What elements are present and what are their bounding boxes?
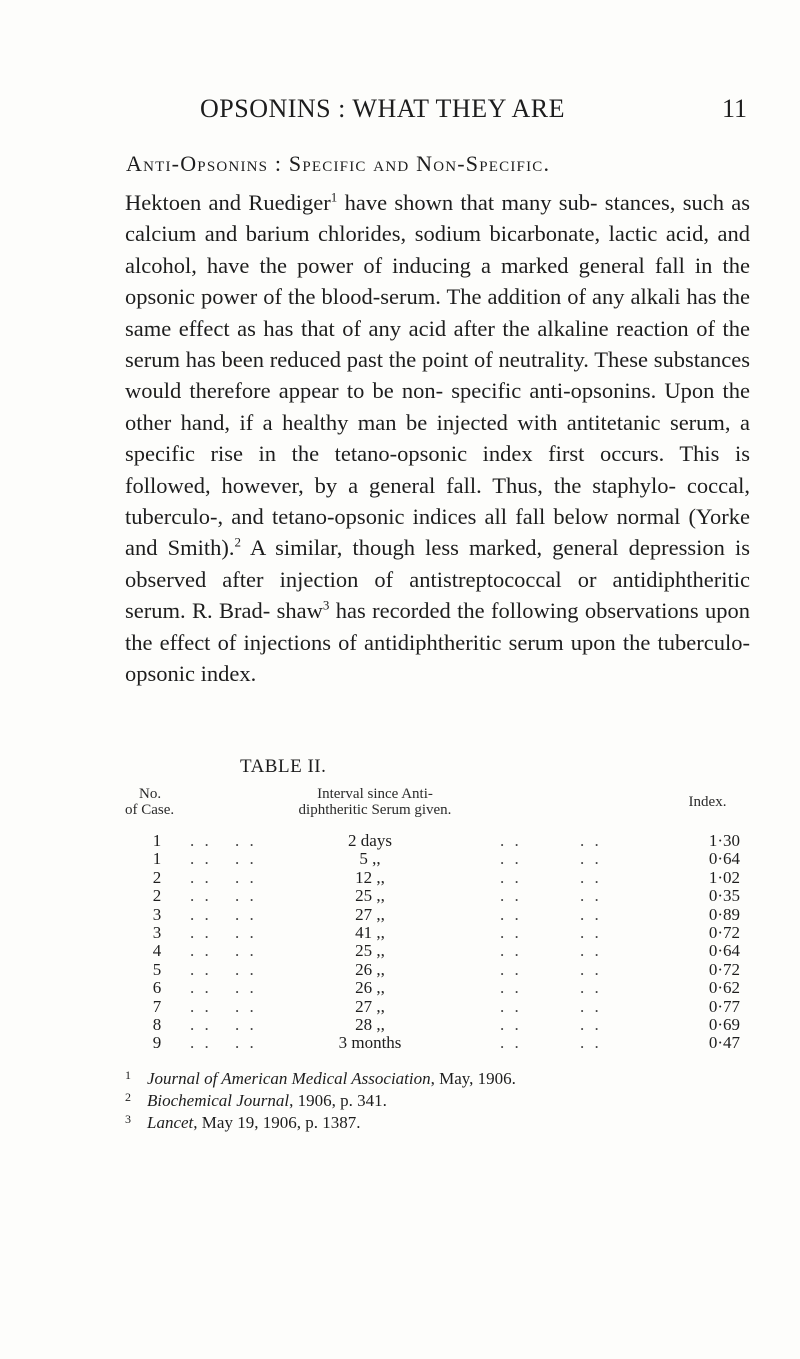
page-number: 11 — [722, 94, 748, 123]
cell-index: 0·62 — [708, 978, 740, 998]
header-line: of Case. — [125, 802, 175, 818]
table-row: 4 . . . . 25 ,, . . . . 0·64 — [125, 942, 750, 960]
cell-index: 0·72 — [708, 959, 740, 979]
cell-index: 0·69 — [708, 1014, 740, 1034]
cell-interval: 2 days — [348, 831, 392, 850]
footnote-mark: 1 — [125, 1068, 131, 1082]
cell-interval: 27 ,, — [355, 904, 385, 924]
cell-index: 1·02 — [708, 867, 740, 887]
footnote-source: Biochemical Journal — [147, 1091, 290, 1110]
running-header — [0, 94, 800, 130]
footnote-mark: 3 — [125, 1112, 131, 1126]
cell-interval: 25 ,, — [355, 886, 385, 906]
table-row: 3 . . . . 41 ,, . . . . 0·72 — [125, 924, 750, 942]
table-row: 5 . . . . 26 ,, . . . . 0·72 — [125, 961, 750, 979]
cell-index: 0·64 — [708, 849, 740, 869]
cell-index: 1·30 — [708, 831, 740, 850]
footnote — [125, 1090, 765, 1112]
column-header-case — [125, 786, 195, 818]
footnote-ref: 3 — [322, 597, 330, 613]
footnote-mark: 2 — [125, 1090, 131, 1104]
header-line: Interval since Anti- — [317, 786, 433, 802]
footnote-source: Journal of American Medical Association — [147, 1069, 431, 1088]
cell-index: 0·35 — [708, 886, 740, 906]
running-title: OPSONINS : WHAT THEY ARE — [200, 94, 565, 123]
cell-case: 7 — [152, 996, 162, 1016]
footnote-detail: , 1906, p. 341. — [289, 1091, 387, 1110]
cell-interval: 27 ,, — [355, 996, 385, 1016]
column-header-index: Index. — [688, 794, 727, 810]
footnote-ref: 1 — [330, 189, 338, 205]
footnote — [125, 1068, 765, 1090]
table-row: 6 . . . . 26 ,, . . . . 0·62 — [125, 979, 750, 997]
cell-interval: 5 ,, — [359, 849, 381, 869]
cell-interval: 25 ,, — [355, 941, 385, 961]
cell-interval: 3 months — [338, 1033, 402, 1053]
paragraph-text: Hektoen and Ruediger — [125, 190, 331, 215]
cell-interval: 12 ,, — [355, 867, 385, 887]
cell-case: 2 — [152, 867, 162, 887]
table-row: 1 . . . . 5 ,, . . . . 0·64 — [125, 850, 750, 868]
table-row: 2 . . . . 12 ,, . . . . 1·02 — [125, 869, 750, 887]
cell-case: 2 — [152, 886, 162, 906]
section-title: Anti-Opsonins : Specific and Non-Specific. — [126, 151, 551, 176]
cell-case: 4 — [152, 941, 162, 961]
cell-case: 9 — [152, 1033, 162, 1053]
table-row: 9 . . . . 3 months . . . . 0·47 — [125, 1034, 750, 1052]
table-row: 3 . . . . 27 ,, . . . . 0·89 — [125, 906, 750, 924]
cell-interval: 28 ,, — [355, 1014, 385, 1034]
paragraph-text: have shown that many sub- stances, such as calcium and barium chlorides, sodium bicarbonate, lactic acid, and alcohol, have the power of inducing a marked general fall in the opsonic power of the blood-serum. The addition of any alkali has the same effect as has that of any acid after the alkaline reaction of the serum has been reduced past the point of neutrality. These substances would therefore appear to be non- specific anti-opsonins. Upon the other hand, if a healthy man be injected with antitetanic serum, a specific rise in the tetano-opsonic index first occurs. This is followed, however, by a general fall. Thus, the staphylo- coccal, tuberculo-, and tetano-opsonic indices all fall below normal (Yorke and Smith). — [125, 190, 750, 561]
footnotes — [125, 1068, 765, 1134]
paragraph-text: has recorded the following observations upon the effect of injections of antidiphtheritic serum upon the tuberculo-opsonic index. — [125, 598, 750, 687]
cell-index: 0·72 — [708, 922, 740, 942]
footnote-source: Lancet — [147, 1113, 194, 1132]
cell-case: 5 — [152, 959, 162, 979]
cell-index: 0·77 — [708, 996, 740, 1016]
cell-case: 3 — [152, 904, 162, 924]
cell-index: 0·47 — [708, 1033, 740, 1053]
cell-index: 0·89 — [708, 904, 740, 924]
footnote — [125, 1112, 765, 1134]
table-row: 1 . . . . 2 days . . . . 1·30 — [125, 832, 750, 850]
cell-index: 0·64 — [708, 941, 740, 961]
table-row: 8 . . . . 28 ,, . . . . 0·69 — [125, 1016, 750, 1034]
header-line: diphtheritic Serum given. — [298, 802, 452, 818]
cell-case: 1 — [152, 831, 162, 850]
column-header-interval — [255, 786, 495, 818]
cell-interval: 26 ,, — [355, 959, 385, 979]
footnote-detail: , May, 1906. — [430, 1069, 516, 1088]
cell-case: 1 — [152, 849, 162, 869]
table-body — [125, 832, 750, 1053]
header-line: No. — [139, 786, 162, 802]
cell-interval: 41 ,, — [355, 922, 385, 942]
body-paragraph — [125, 187, 750, 690]
cell-case: 8 — [152, 1014, 162, 1034]
table-row: 2 . . . . 25 ,, . . . . 0·35 — [125, 887, 750, 905]
cell-case: 6 — [152, 978, 162, 998]
footnote-detail: , May 19, 1906, p. 1387. — [193, 1113, 361, 1132]
table-row: 7 . . . . 27 ,, . . . . 0·77 — [125, 998, 750, 1016]
cell-interval: 26 ,, — [355, 978, 385, 998]
footnote-ref: 2 — [234, 534, 242, 550]
paragraph-text: A similar, though less marked, general depression is observed after injection of antistreptococcal or antidiphtheritic serum. R. Brad- shaw — [125, 535, 751, 624]
cell-case: 3 — [152, 922, 162, 942]
table-title: TABLE II. — [240, 756, 327, 777]
